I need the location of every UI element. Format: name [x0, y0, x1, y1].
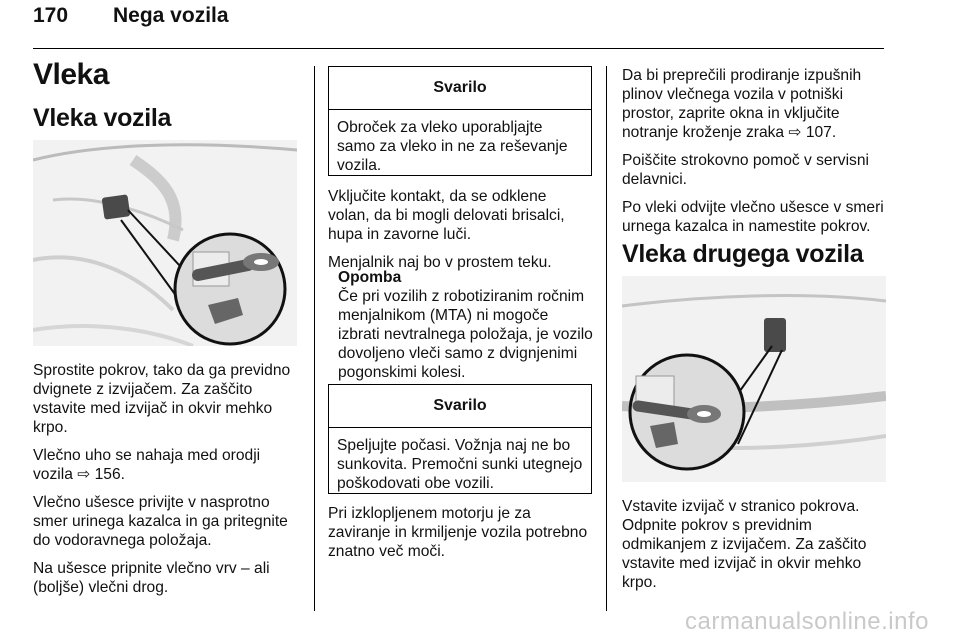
section-heading: Vleka drugega vozila: [622, 240, 864, 268]
paragraph: Menjalnik naj bo v prostem teku.: [328, 254, 552, 271]
note-title: Opomba: [338, 269, 402, 286]
paragraph: Da bi preprečili prodiranje izpušnih plinov vlečnega vozila v potniški prostor, zaprite okna in vključite notranje kroženje zraka ⇨ 107.: [622, 67, 862, 141]
note-text: Če pri vozilih z robotiziranim ročnim menjalnikom (MTA) ni mogoče izbrati nevtralnega položaja, je vozilo dovoljeno vleči samo z dvignjenimi pogonskimi kolesi.: [338, 288, 593, 381]
paragraph: Pri izklopljenem motorju je za zaviranje in krmiljenje vozila potrebno znatno več moči.: [328, 505, 588, 560]
col3-text-a: [622, 66, 892, 245]
paragraph: Vlečno uho se nahaja med orodji vozila ⇨ 156.: [33, 447, 261, 483]
towing-eye-rear-illustration: [622, 276, 886, 482]
warning-text: Speljujte počasi. Vožnja naj ne bo sunkovita. Premočni sunki utegnejo poškodovati obe vozili.: [337, 437, 583, 492]
col1-text: [33, 361, 303, 606]
header-rule: [33, 48, 884, 49]
paragraph: Po vleki odvijte vlečno ušesce v smeri urnega kazalca in namestite pokrov.: [622, 199, 884, 235]
warning-text: Obroček za vleko uporabljajte samo za vleko in ne za reševanje vozila.: [337, 119, 568, 174]
chapter-heading: Vleka: [33, 58, 109, 91]
warning-title: Svarilo: [329, 385, 591, 428]
warning-box: [328, 66, 592, 176]
column-divider-2: [606, 66, 607, 611]
warning-box: [328, 384, 592, 494]
towing-eye-front-illustration: [33, 140, 297, 346]
page-number: 170: [33, 4, 69, 27]
section-title: Nega vozila: [113, 4, 229, 27]
col3-text-b: [622, 497, 892, 601]
column-divider-1: [314, 66, 315, 611]
note: [338, 268, 594, 382]
col2-text-a: [328, 187, 592, 281]
paragraph: Sprostite pokrov, tako da ga previdno dvignete z izvijačem. Za zaščito vstavite med izvijač in okvir mehko krpo.: [33, 362, 291, 436]
section-heading: Vleka vozila: [33, 104, 172, 132]
paragraph: Na ušesce pripnite vlečno vrv – ali (boljše) vlečni drog.: [33, 560, 270, 596]
paragraph: Vstavite izvijač v stranico pokrova. Odpnite pokrov s previdnim odmikanjem z izvijačem. Za zaščito vstavite med izvijač in okvir mehko krpo.: [622, 498, 867, 591]
paragraph: Poiščite strokovno pomoč v servisni delavnici.: [622, 152, 869, 188]
paragraph: Vlečno ušesce privijte v nasprotno smer urinega kazalca in ga pritegnite do vodoravnega položaja.: [33, 494, 288, 549]
warning-title: Svarilo: [329, 67, 591, 110]
col2-text-b: [328, 504, 594, 570]
paragraph: Vključite kontakt, da se odklene volan, da bi mogli delovati brisalci, hupa in zavorne luči.: [328, 188, 565, 243]
watermark: carmanualsonline.info: [685, 608, 929, 635]
